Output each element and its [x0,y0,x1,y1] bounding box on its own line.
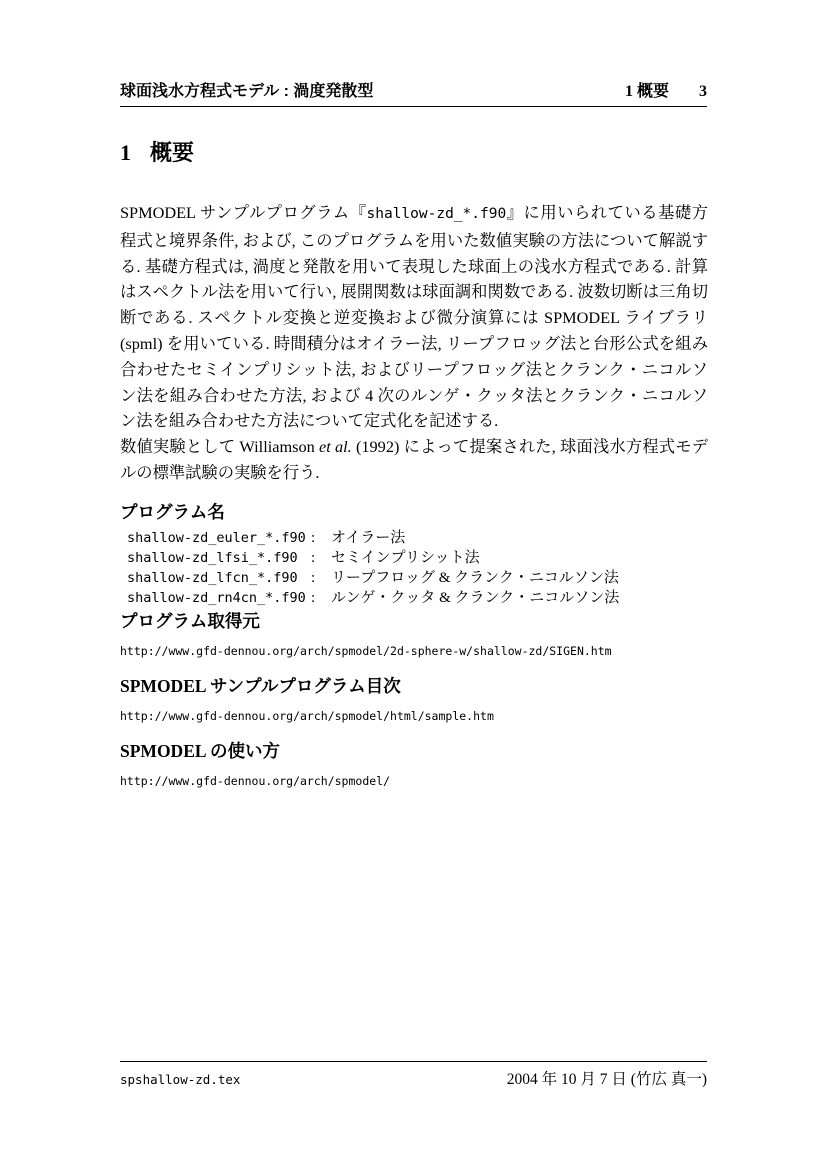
section-title-text: 概要 [150,140,195,165]
program-list-item [127,568,619,588]
intro-paragraph-2 [120,434,708,486]
running-header [120,82,707,107]
paragraph-text: 』に用いられている基礎方程式と境界条件, および, このプログラムを用いた数値実験の方法について解説する. 基礎方程式は, 渦度と発散を用いて表現した球面上の浅水方程式である. 計算はスペクトル法を用いて行い, 展開関数は球面調和関数である. 波数切断は三角切断である. スペクトル変換と逆変換および微分演算には SPMODEL ライブラリ (spml) を用いている. 時間積分はオイラー法, リープフロッグ法と台形公式を組み合わせたセミインプリシット法, およびリープフロッグ法とクランク・ニコルソン法を組み合わせた方法, および 4 次のルンゲ・クッタ法とクランク・ニコルソン法を組み合わせた方法について定式化を記述する. [120,203,708,431]
inline-code-filename: shallow-zd_*.f90 [366,206,507,222]
program-separator: : [311,590,316,606]
heading-program-names: プログラム名 [120,502,225,522]
program-list-item [127,548,619,568]
url-program-source: http://www.gfd-dennou.org/arch/spmodel/2d-sphere-w/shallow-zd/SIGEN.htm [120,644,612,658]
running-header-right [625,82,707,102]
heading-sample-program-index: SPMODEL サンプルプログラム目次 [120,676,401,696]
running-header-section-mark: 1 概要 [624,83,669,100]
running-header-title: 球面浅水方程式モデル : 渦度発散型 [120,83,374,100]
page-footer [120,1061,707,1089]
page-number: 3 [699,83,707,100]
et-al-citation: et al. [319,437,352,456]
program-list [127,528,619,608]
section-number: 1 [120,140,131,165]
footer-date-author: 2004 年 10 月 7 日 (竹広 真一) [506,1071,707,1088]
paragraph-text: 数値実験として Williamson [120,437,319,456]
section-title [120,141,194,165]
program-separator: : [311,530,316,546]
intro-paragraph-1 [120,200,708,434]
footer-filename: spshallow-zd.tex [120,1072,241,1087]
heading-spmodel-usage: SPMODEL の使い方 [120,741,280,761]
program-separator: : [311,550,316,566]
program-description: オイラー法 [331,530,406,546]
program-filename: shallow-zd_lfcn_*.f90 [127,570,298,586]
program-separator: : [311,570,316,586]
program-filename: shallow-zd_lfsi_*.f90 [127,550,298,566]
paragraph-text: (1992) によって提案された, 球面浅水方程式モデルの標準試験の実験を行う. [120,437,708,482]
program-list-item [127,588,619,608]
program-description: リープフロッグ & クランク・ニコルソン法 [331,570,619,586]
program-filename: shallow-zd_euler_*.f90 [127,530,306,546]
program-filename: shallow-zd_rn4cn_*.f90 [127,590,306,606]
program-description: ルンゲ・クッタ & クランク・ニコルソン法 [331,590,620,606]
program-list-item [127,528,619,548]
program-description: セミインプリシット法 [331,550,480,566]
url-sample-program-index: http://www.gfd-dennou.org/arch/spmodel/html/sample.htm [120,709,494,723]
heading-program-source: プログラム取得元 [120,611,260,631]
paragraph-text: SPMODEL サンプルプログラム『 [120,203,367,222]
url-spmodel-usage: http://www.gfd-dennou.org/arch/spmodel/ [120,774,391,788]
